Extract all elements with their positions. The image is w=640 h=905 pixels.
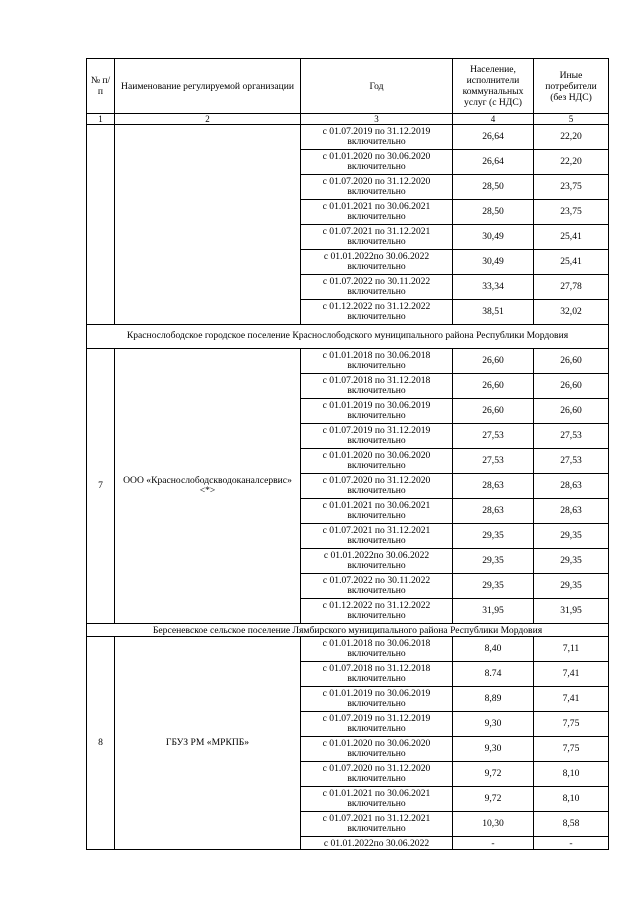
period-cell: с 01.01.2022по 30.06.2022 [301,837,453,850]
population-tariff-cell: 10,30 [453,812,534,837]
period-cell: с 01.12.2022 по 31.12.2022 включительно [301,300,453,325]
section-title: Краснослободское городское поселение Краснослободского муниципального района Республики Мордовия [87,325,609,349]
period-cell: с 01.01.2018 по 30.06.2018 включительно [301,349,453,374]
population-tariff-cell: 30,49 [453,225,534,250]
population-tariff-cell: 26,60 [453,374,534,399]
population-tariff-cell: 8,40 [453,637,534,662]
population-tariff-cell: 28,50 [453,200,534,225]
population-tariff-cell: 38,51 [453,300,534,325]
column-number: 2 [115,114,301,125]
other-tariff-cell: 22,20 [534,150,609,175]
header-population: Население, исполнители коммунальных услуг (с НДС) [453,59,534,114]
population-tariff-cell: 26,64 [453,150,534,175]
population-tariff-cell: 27,53 [453,449,534,474]
table-header-row [87,59,609,114]
other-tariff-cell: 23,75 [534,200,609,225]
population-tariff-cell: 33,34 [453,275,534,300]
other-tariff-cell: 31,95 [534,599,609,624]
population-tariff-cell: 28,50 [453,175,534,200]
population-tariff-cell: 29,35 [453,524,534,549]
section-row [87,325,609,349]
population-tariff-cell: 26,60 [453,349,534,374]
other-tariff-cell: 25,41 [534,225,609,250]
population-tariff-cell: 30,49 [453,250,534,275]
column-number: 5 [534,114,609,125]
other-tariff-cell: 25,41 [534,250,609,275]
group-8 [87,637,609,850]
population-tariff-cell: 9,72 [453,762,534,787]
row-number [87,125,115,325]
period-cell: с 01.07.2021 по 31.12.2021 включительно [301,812,453,837]
other-tariff-cell: 29,35 [534,524,609,549]
other-tariff-cell: 27,53 [534,449,609,474]
period-cell: с 01.07.2022 по 30.11.2022 включительно [301,574,453,599]
column-number: 3 [301,114,453,125]
other-tariff-cell: 29,35 [534,574,609,599]
other-tariff-cell: 23,75 [534,175,609,200]
other-tariff-cell: 27,53 [534,424,609,449]
period-cell: с 01.01.2022по 30.06.2022 включительно [301,549,453,574]
row-number: 7 [87,349,115,624]
population-tariff-cell: 28,63 [453,474,534,499]
column-number-row [87,114,609,125]
period-cell: с 01.07.2020 по 31.12.2020 включительно [301,175,453,200]
other-tariff-cell: 8,10 [534,762,609,787]
period-cell: с 01.01.2021 по 30.06.2021 включительно [301,787,453,812]
other-tariff-cell: 7,75 [534,712,609,737]
period-cell: с 01.07.2019 по 31.12.2019 включительно [301,424,453,449]
other-tariff-cell: 29,35 [534,549,609,574]
period-cell: с 01.07.2021 по 31.12.2021 включительно [301,524,453,549]
population-tariff-cell: 8.74 [453,662,534,687]
period-cell: с 01.01.2018 по 30.06.2018 включительно [301,637,453,662]
other-tariff-cell: 22,20 [534,125,609,150]
period-cell: с 01.07.2019 по 31.12.2019 включительно [301,125,453,150]
other-tariff-cell: 8,10 [534,787,609,812]
header-other-consumers: Иные потребители (без НДС) [534,59,609,114]
row-number: 8 [87,637,115,850]
period-cell: с 01.01.2020 по 30.06.2020 включительно [301,150,453,175]
population-tariff-cell: 26,60 [453,399,534,424]
group-7 [87,349,609,624]
period-cell: с 01.07.2020 по 31.12.2020 включительно [301,762,453,787]
population-tariff-cell: 27,53 [453,424,534,449]
population-tariff-cell: - [453,837,534,850]
organization-name: ГБУЗ РМ «МРКПБ» [115,637,301,850]
other-tariff-cell: 32,02 [534,300,609,325]
other-tariff-cell: 27,78 [534,275,609,300]
section-title: Берсеневское сельское поселение Лямбирского муниципального района Республики Мордовия [87,624,609,637]
table-row [87,637,609,662]
other-tariff-cell: 7,11 [534,637,609,662]
organization-name [115,125,301,325]
other-tariff-cell: 28,63 [534,499,609,524]
period-cell: с 01.07.2018 по 31.12.2018 включительно [301,374,453,399]
period-cell: с 01.01.2020 по 30.06.2020 включительно [301,737,453,762]
population-tariff-cell: 28,63 [453,499,534,524]
section-row [87,624,609,637]
population-tariff-cell: 9,30 [453,712,534,737]
other-tariff-cell: 8,58 [534,812,609,837]
period-cell: с 01.01.2021 по 30.06.2021 включительно [301,200,453,225]
other-tariff-cell: 7,75 [534,737,609,762]
period-cell: с 01.07.2022 по 30.11.2022 включительно [301,275,453,300]
period-cell: с 01.07.2019 по 31.12.2019 включительно [301,712,453,737]
tariff-table [86,58,609,850]
population-tariff-cell: 29,35 [453,549,534,574]
other-tariff-cell: 28,63 [534,474,609,499]
other-tariff-cell: 26,60 [534,374,609,399]
header-organization: Наименование регулируемой организации [115,59,301,114]
other-tariff-cell: 26,60 [534,399,609,424]
header-year: Год [301,59,453,114]
period-cell: с 01.07.2018 по 31.12.2018 включительно [301,662,453,687]
population-tariff-cell: 8,89 [453,687,534,712]
period-cell: с 01.01.2019 по 30.06.2019 включительно [301,687,453,712]
other-tariff-cell: 7,41 [534,687,609,712]
other-tariff-cell: 7,41 [534,662,609,687]
header-number: № п/п [87,59,115,114]
period-cell: с 01.01.2021 по 30.06.2021 включительно [301,499,453,524]
population-tariff-cell: 31,95 [453,599,534,624]
period-cell: с 01.01.2019 по 30.06.2019 включительно [301,399,453,424]
column-number: 4 [453,114,534,125]
population-tariff-cell: 26,64 [453,125,534,150]
table-row [87,349,609,374]
column-number: 1 [87,114,115,125]
period-cell: с 01.07.2021 по 31.12.2021 включительно [301,225,453,250]
table-row [87,125,609,150]
other-tariff-cell: - [534,837,609,850]
population-tariff-cell: 29,35 [453,574,534,599]
organization-name: ООО «Краснослободскводоканалсервис» <*> [115,349,301,624]
period-cell: с 01.01.2020 по 30.06.2020 включительно [301,449,453,474]
group-continued [87,125,609,325]
period-cell: с 01.01.2022по 30.06.2022 включительно [301,250,453,275]
population-tariff-cell: 9,72 [453,787,534,812]
population-tariff-cell: 9,30 [453,737,534,762]
other-tariff-cell: 26,60 [534,349,609,374]
period-cell: с 01.07.2020 по 31.12.2020 включительно [301,474,453,499]
period-cell: с 01.12.2022 по 31.12.2022 включительно [301,599,453,624]
